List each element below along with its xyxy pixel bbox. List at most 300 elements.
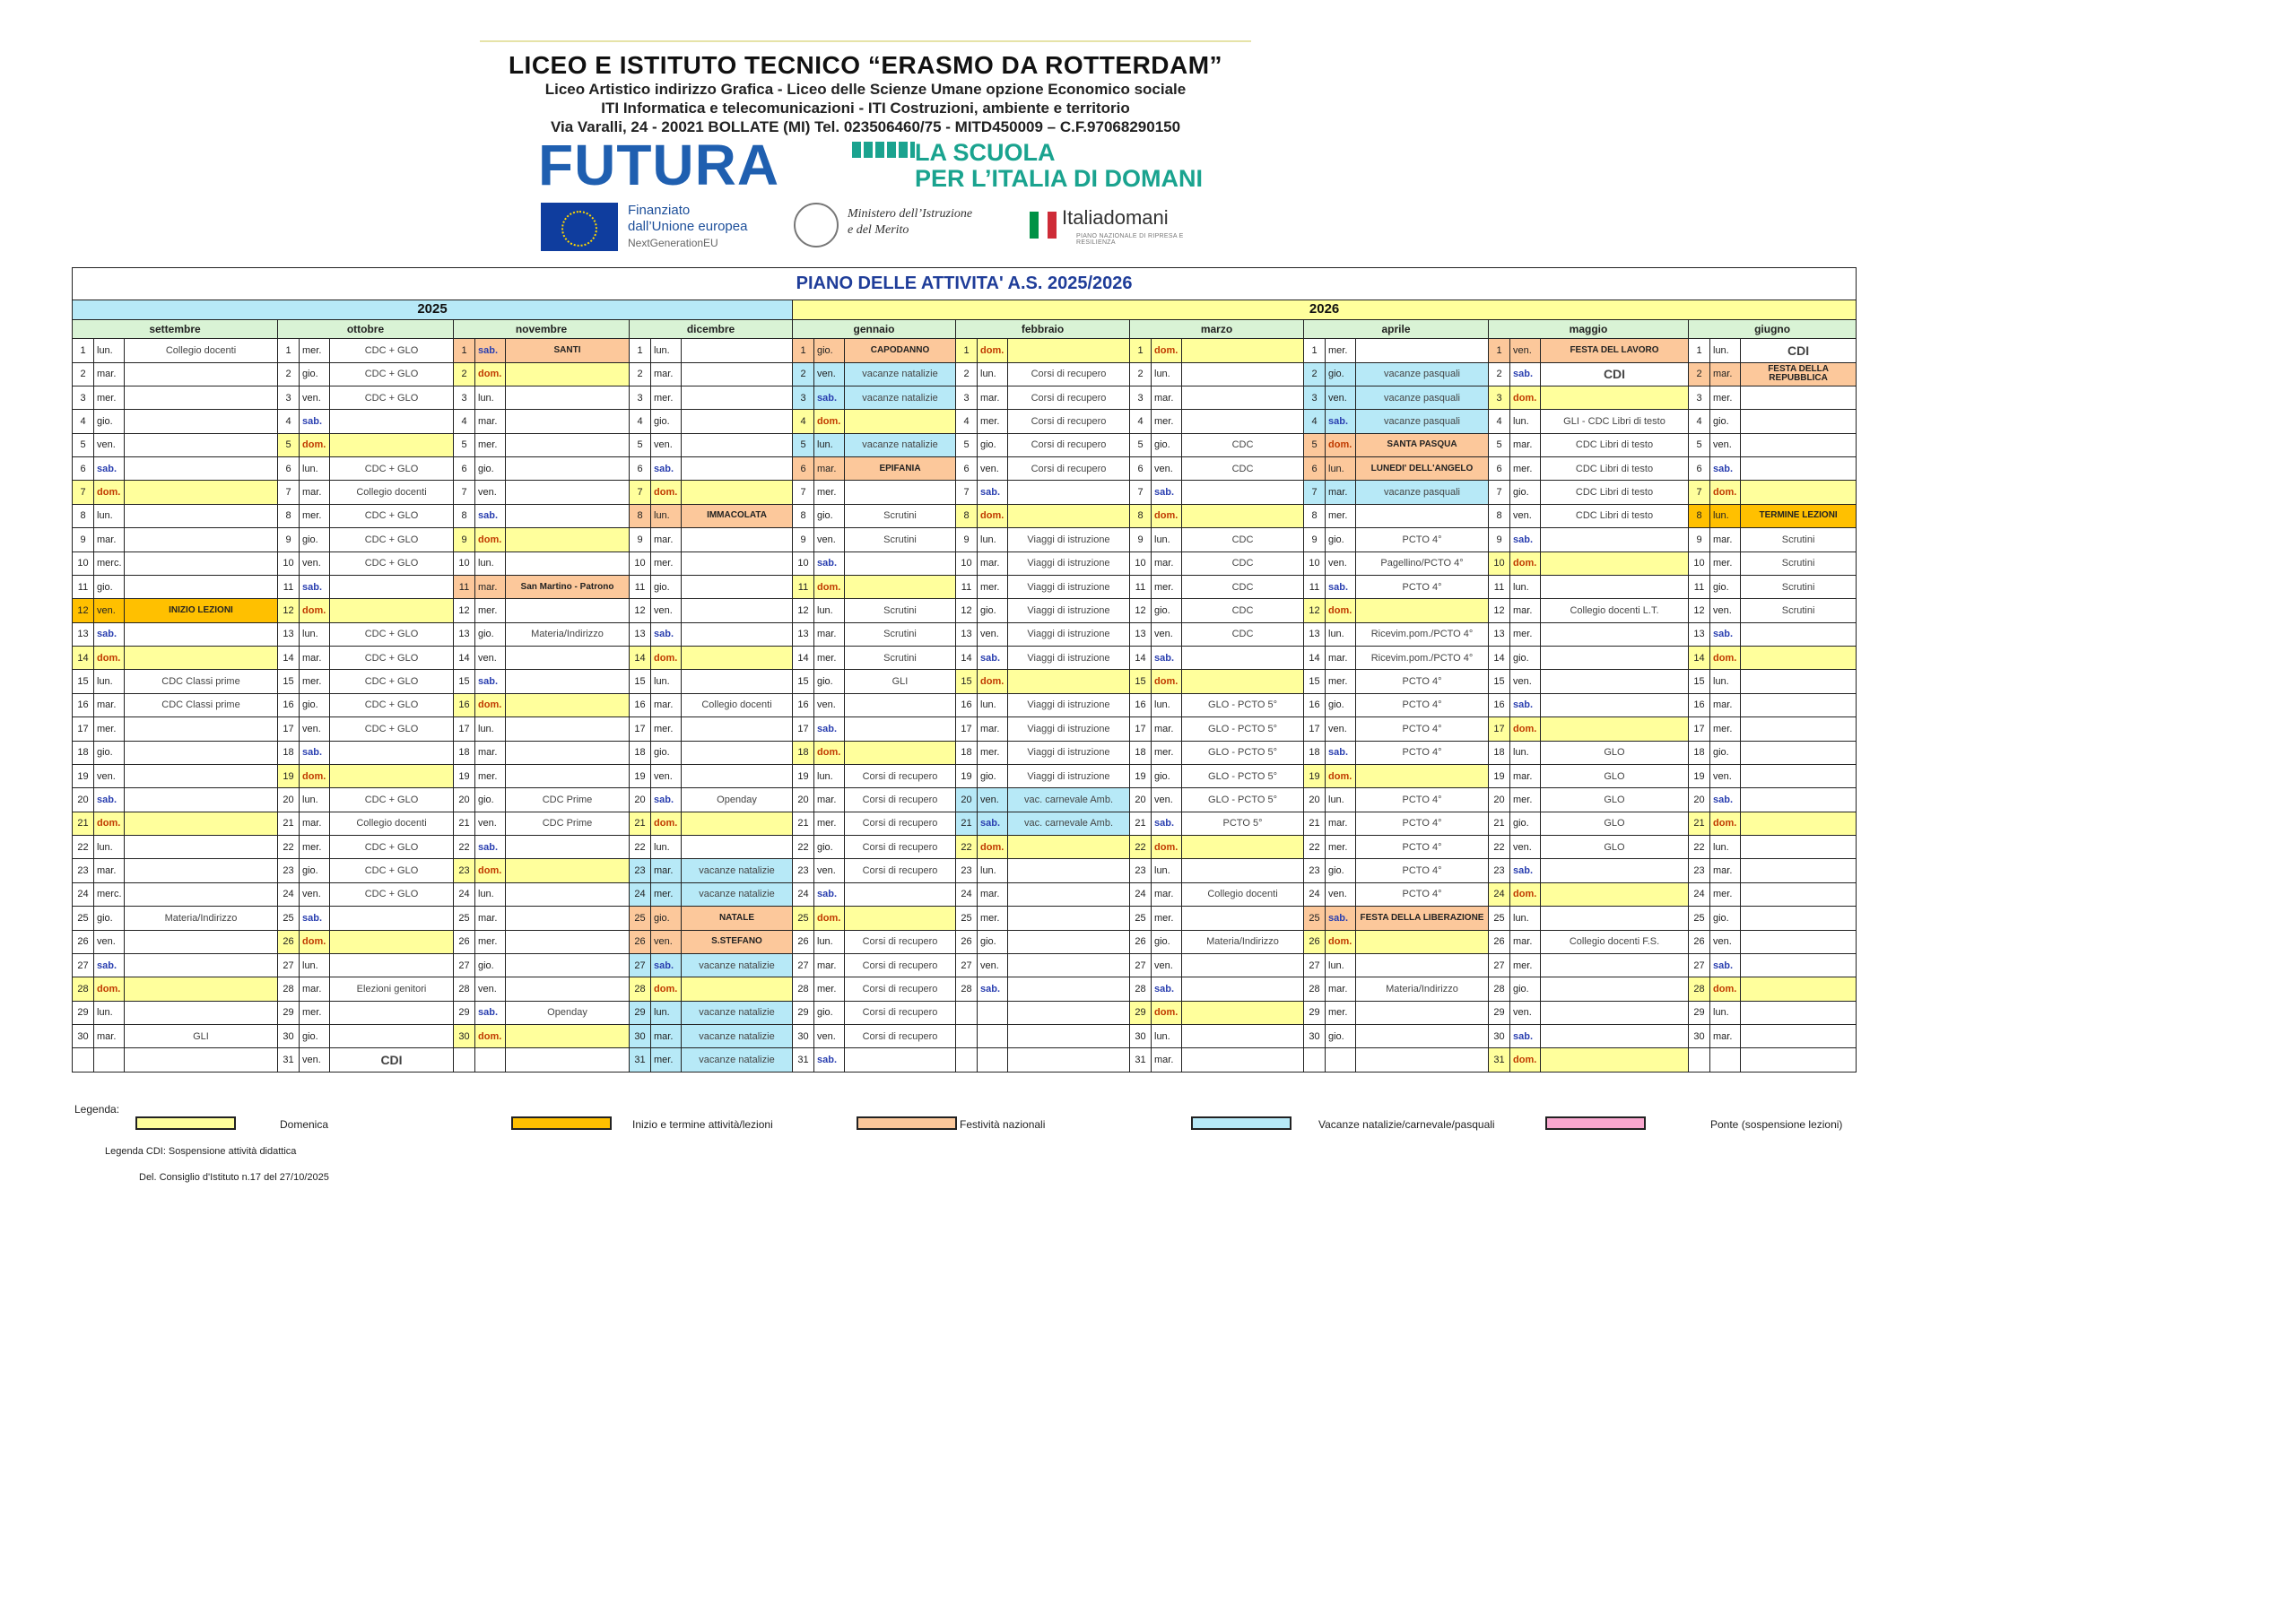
weekday: lun. <box>300 622 330 646</box>
day-number: 3 <box>956 386 978 409</box>
calendar-row <box>73 339 1857 362</box>
day-number: 17 <box>1489 717 1510 741</box>
weekday: sab. <box>814 882 845 906</box>
weekday: mer. <box>978 410 1008 433</box>
activity-cell <box>1008 504 1130 527</box>
weekday: mar. <box>1326 812 1356 835</box>
day-number: 12 <box>1130 599 1152 622</box>
activity-cell <box>506 1025 630 1048</box>
weekday: gio. <box>94 907 125 930</box>
activity-cell: Scrutini <box>1741 575 1857 598</box>
weekday: mer. <box>475 599 506 622</box>
day-number: 21 <box>1304 812 1326 835</box>
activity-cell <box>682 339 793 362</box>
weekday: lun. <box>1710 339 1741 362</box>
activity-cell <box>682 647 793 670</box>
weekday: lun. <box>1510 410 1541 433</box>
activity-cell <box>1741 457 1857 481</box>
day-number: 15 <box>793 670 814 693</box>
day-number: 19 <box>1130 764 1152 787</box>
activity-cell <box>330 1025 454 1048</box>
weekday: ven. <box>1510 1001 1541 1024</box>
day-number: 8 <box>1489 504 1510 527</box>
activity-cell <box>506 670 630 693</box>
activity-cell: vacanze pasquali <box>1356 410 1489 433</box>
weekday: mar. <box>475 741 506 764</box>
day-number: 1 <box>793 339 814 362</box>
weekday: mer. <box>651 1048 682 1073</box>
day-number: 16 <box>1489 693 1510 716</box>
activity-cell <box>506 362 630 386</box>
weekday: dom. <box>651 977 682 1001</box>
weekday: dom. <box>978 836 1008 859</box>
weekday: lun. <box>300 953 330 977</box>
activity-cell <box>845 481 956 504</box>
day-number: 22 <box>956 836 978 859</box>
weekday <box>978 1025 1008 1048</box>
weekday: dom. <box>1152 1001 1182 1024</box>
activity-cell: PCTO 4° <box>1356 670 1489 693</box>
activity-cell <box>125 741 278 764</box>
day-number: 2 <box>793 362 814 386</box>
day-number: 21 <box>454 812 475 835</box>
weekday: mar. <box>1510 599 1541 622</box>
day-number <box>454 1048 475 1073</box>
legend-label-inizio: Inizio e termine attività/lezioni <box>632 1118 773 1131</box>
day-number: 7 <box>630 481 651 504</box>
activity-cell <box>506 551 630 575</box>
weekday: mer. <box>651 882 682 906</box>
activity-cell <box>1182 339 1304 362</box>
activity-cell: CDC Libri di testo <box>1541 481 1689 504</box>
calendar-title-row <box>73 268 1857 300</box>
weekday: dom. <box>1510 717 1541 741</box>
weekday: mer. <box>1710 717 1741 741</box>
day-number: 15 <box>454 670 475 693</box>
activity-cell <box>506 836 630 859</box>
weekday: dom. <box>1326 764 1356 787</box>
day-number: 25 <box>278 907 300 930</box>
day-number: 29 <box>1489 1001 1510 1024</box>
day-number: 16 <box>1130 693 1152 716</box>
day-number: 27 <box>454 953 475 977</box>
weekday: mar. <box>1710 1025 1741 1048</box>
activity-cell <box>1008 930 1130 953</box>
weekday: ven. <box>1152 622 1182 646</box>
day-number: 5 <box>630 433 651 456</box>
activity-cell: CDC <box>1182 551 1304 575</box>
day-number <box>956 1025 978 1048</box>
day-number: 29 <box>630 1001 651 1024</box>
calendar-row <box>73 882 1857 906</box>
day-number: 23 <box>1130 859 1152 882</box>
weekday: mer. <box>1326 836 1356 859</box>
day-number: 23 <box>1689 859 1710 882</box>
day-number: 2 <box>1689 362 1710 386</box>
activity-cell <box>1741 1001 1857 1024</box>
weekday: ven. <box>651 433 682 456</box>
day-number: 15 <box>1304 670 1326 693</box>
weekday: ven. <box>94 930 125 953</box>
activity-cell: IMMACOLATA <box>682 504 793 527</box>
day-number: 2 <box>956 362 978 386</box>
day-number: 18 <box>1489 741 1510 764</box>
weekday <box>978 1048 1008 1073</box>
activity-cell <box>506 481 630 504</box>
day-number: 4 <box>1304 410 1326 433</box>
day-number: 25 <box>1130 907 1152 930</box>
day-number: 29 <box>278 1001 300 1024</box>
day-number: 13 <box>1489 622 1510 646</box>
weekday: mar. <box>94 362 125 386</box>
day-number: 22 <box>278 836 300 859</box>
day-number: 9 <box>956 528 978 551</box>
weekday: ven. <box>475 647 506 670</box>
weekday: lun. <box>651 670 682 693</box>
weekday: dom. <box>1710 812 1741 835</box>
activity-cell: TERMINE LEZIONI <box>1741 504 1857 527</box>
day-number: 2 <box>1489 362 1510 386</box>
weekday: ven. <box>1710 599 1741 622</box>
activity-cell: GLO - PCTO 5° <box>1182 693 1304 716</box>
day-number: 24 <box>956 882 978 906</box>
activity-cell <box>682 528 793 551</box>
activity-cell: Scrutini <box>845 622 956 646</box>
weekday: mar. <box>1152 551 1182 575</box>
activity-cell: CDC + GLO <box>330 339 454 362</box>
legend-label-vacanze: Vacanze natalizie/carnevale/pasquali <box>1318 1118 1495 1131</box>
italiadomani-logo: Italiadomani <box>1062 206 1169 229</box>
weekday: mer. <box>1510 953 1541 977</box>
day-number: 9 <box>1130 528 1152 551</box>
activity-cell <box>125 481 278 504</box>
weekday: mer. <box>651 551 682 575</box>
activity-cell <box>1741 1025 1857 1048</box>
scuola-line-2: PER L’ITALIA DI DOMANI <box>915 165 1203 192</box>
day-number: 27 <box>630 953 651 977</box>
weekday: sab. <box>1510 693 1541 716</box>
weekday: sab. <box>1510 528 1541 551</box>
activity-cell <box>1741 386 1857 409</box>
activity-cell <box>506 907 630 930</box>
activity-cell <box>682 717 793 741</box>
activity-cell <box>506 930 630 953</box>
activity-cell <box>845 717 956 741</box>
month-header-marzo: marzo <box>1130 320 1304 339</box>
day-number: 27 <box>278 953 300 977</box>
activity-cell <box>506 457 630 481</box>
activity-cell <box>1008 481 1130 504</box>
day-number: 12 <box>454 599 475 622</box>
activity-cell: CDC + GLO <box>330 693 454 716</box>
activity-cell: CDC + GLO <box>330 670 454 693</box>
weekday: mer. <box>1510 457 1541 481</box>
day-number: 22 <box>630 836 651 859</box>
day-number: 16 <box>73 693 94 716</box>
legend <box>72 1092 1866 1200</box>
activity-cell <box>1182 1025 1304 1048</box>
activity-cell <box>1008 953 1130 977</box>
calendar-row <box>73 812 1857 835</box>
weekday: mer. <box>94 717 125 741</box>
activity-cell <box>1541 575 1689 598</box>
activity-cell <box>1008 1001 1130 1024</box>
day-number: 23 <box>956 859 978 882</box>
activity-cell <box>1182 1048 1304 1073</box>
activity-cell: CDC <box>1182 599 1304 622</box>
weekday: sab. <box>1326 575 1356 598</box>
weekday: sab. <box>978 481 1008 504</box>
weekday: mer. <box>651 386 682 409</box>
activity-cell: CDC + GLO <box>330 717 454 741</box>
activity-cell <box>506 599 630 622</box>
weekday: mar. <box>1510 433 1541 456</box>
activity-cell: vacanze natalizie <box>845 433 956 456</box>
activity-cell: Corsi di recupero <box>845 953 956 977</box>
day-number: 18 <box>73 741 94 764</box>
activity-cell <box>1541 717 1689 741</box>
weekday: mer. <box>300 504 330 527</box>
day-number: 26 <box>630 930 651 953</box>
activity-cell: Pagellino/PCTO 4° <box>1356 551 1489 575</box>
activity-cell: GLO <box>1541 836 1689 859</box>
calendar-row <box>73 1025 1857 1048</box>
activity-cell <box>125 1001 278 1024</box>
weekday: lun. <box>1152 362 1182 386</box>
activity-cell <box>125 362 278 386</box>
day-number: 5 <box>1130 433 1152 456</box>
weekday: mer. <box>300 339 330 362</box>
weekday: dom. <box>978 339 1008 362</box>
weekday <box>94 1048 125 1073</box>
activity-cell <box>125 504 278 527</box>
day-number: 20 <box>630 788 651 812</box>
activity-cell <box>330 599 454 622</box>
day-number: 22 <box>1130 836 1152 859</box>
ministry-line-1: Ministero dell’Istruzione <box>848 207 973 221</box>
calendar-row <box>73 622 1857 646</box>
activity-cell <box>125 528 278 551</box>
day-number: 7 <box>73 481 94 504</box>
day-number: 23 <box>278 859 300 882</box>
activity-cell <box>1741 481 1857 504</box>
day-number: 26 <box>1489 930 1510 953</box>
day-number: 10 <box>73 551 94 575</box>
weekday: sab. <box>1510 362 1541 386</box>
weekday: mar. <box>1152 386 1182 409</box>
day-number: 24 <box>1304 882 1326 906</box>
eu-caption <box>628 203 747 251</box>
day-number: 1 <box>454 339 475 362</box>
activity-cell: vacanze pasquali <box>1356 362 1489 386</box>
activity-cell: PCTO 4° <box>1356 528 1489 551</box>
weekday: ven. <box>1152 953 1182 977</box>
activity-cell <box>682 599 793 622</box>
activity-cell: CDC <box>1182 433 1304 456</box>
day-number: 28 <box>630 977 651 1001</box>
activity-cell: CDC <box>1182 528 1304 551</box>
activity-cell: CDC Classi prime <box>125 693 278 716</box>
day-number: 29 <box>1689 1001 1710 1024</box>
activity-cell: PCTO 4° <box>1356 836 1489 859</box>
activity-cell: Corsi di recupero <box>1008 410 1130 433</box>
activity-cell: Viaggi di istruzione <box>1008 741 1130 764</box>
activity-cell: SANTI <box>506 339 630 362</box>
weekday: lun. <box>814 433 845 456</box>
activity-cell: S.STEFANO <box>682 930 793 953</box>
weekday: dom. <box>300 930 330 953</box>
activity-cell <box>330 433 454 456</box>
activity-cell: Materia/Indirizzo <box>1356 977 1489 1001</box>
activity-cell: Collegio docenti L.T. <box>1541 599 1689 622</box>
activity-cell: Collegio docenti <box>125 339 278 362</box>
activity-cell <box>125 386 278 409</box>
activity-cell <box>1741 788 1857 812</box>
weekday: dom. <box>814 741 845 764</box>
activity-cell <box>1008 1025 1130 1048</box>
weekday: ven. <box>651 599 682 622</box>
activity-cell: CDI <box>1741 339 1857 362</box>
calendar-row <box>73 386 1857 409</box>
day-number: 2 <box>1130 362 1152 386</box>
day-number: 31 <box>1130 1048 1152 1073</box>
activity-cell: PCTO 4° <box>1356 741 1489 764</box>
activity-cell <box>1741 410 1857 433</box>
weekday: dom. <box>1510 551 1541 575</box>
day-number: 24 <box>454 882 475 906</box>
activity-cell: CDC + GLO <box>330 528 454 551</box>
activity-cell: Corsi di recupero <box>845 764 956 787</box>
day-number: 8 <box>454 504 475 527</box>
activity-cell: CAPODANNO <box>845 339 956 362</box>
activity-cell <box>845 410 956 433</box>
weekday: ven. <box>1510 670 1541 693</box>
year-2025: 2025 <box>73 300 793 319</box>
activity-cell <box>125 717 278 741</box>
weekday: dom. <box>1326 930 1356 953</box>
activity-cell: PCTO 4° <box>1356 717 1489 741</box>
activity-cell <box>1541 551 1689 575</box>
day-number: 13 <box>956 622 978 646</box>
weekday: mer. <box>814 977 845 1001</box>
weekday: mer. <box>94 386 125 409</box>
day-number: 24 <box>630 882 651 906</box>
day-number: 29 <box>454 1001 475 1024</box>
weekday: ven. <box>1326 551 1356 575</box>
day-number: 21 <box>1489 812 1510 835</box>
deliberation-note: Del. Consiglio d'Istituto n.17 del 27/10/2025 <box>139 1172 329 1183</box>
activity-cell <box>1741 812 1857 835</box>
weekday: dom. <box>94 812 125 835</box>
day-number: 6 <box>278 457 300 481</box>
italiadomani-subtitle: PIANO NAZIONALE DI RIPRESA E RESILIENZA <box>1076 233 1184 246</box>
school-name: LICEO E ISTITUTO TECNICO “ERASMO DA ROTTERDAM” <box>508 51 1223 79</box>
calendar-row <box>73 717 1857 741</box>
calendar-row <box>73 1048 1857 1073</box>
activity-cell <box>1741 693 1857 716</box>
activity-cell: Corsi di recupero <box>845 930 956 953</box>
activity-cell <box>1356 953 1489 977</box>
activity-cell: vacanze natalizie <box>682 882 793 906</box>
weekday: ven. <box>94 599 125 622</box>
activity-cell <box>1008 836 1130 859</box>
day-number: 23 <box>73 859 94 882</box>
weekday: lun. <box>475 717 506 741</box>
year-row <box>73 300 1857 319</box>
activity-cell: PCTO 4° <box>1356 859 1489 882</box>
activity-cell <box>682 410 793 433</box>
weekday: gio. <box>1152 599 1182 622</box>
weekday: lun. <box>1152 859 1182 882</box>
weekday: mar. <box>651 859 682 882</box>
activity-cell: CDC Libri di testo <box>1541 433 1689 456</box>
day-number: 28 <box>1304 977 1326 1001</box>
day-number: 18 <box>278 741 300 764</box>
day-number: 26 <box>956 930 978 953</box>
weekday: mer. <box>1510 622 1541 646</box>
weekday: mer. <box>814 647 845 670</box>
weekday: sab. <box>814 1048 845 1073</box>
weekday: gio. <box>978 599 1008 622</box>
day-number: 26 <box>454 930 475 953</box>
day-number: 11 <box>73 575 94 598</box>
day-number: 24 <box>1689 882 1710 906</box>
weekday: gio. <box>1326 528 1356 551</box>
activity-cell: Scrutini <box>1741 551 1857 575</box>
legend-label-festivita: Festività nazionali <box>960 1118 1046 1131</box>
weekday: dom. <box>1326 433 1356 456</box>
weekday: lun. <box>651 339 682 362</box>
weekday: sab. <box>300 741 330 764</box>
activity-cell <box>1008 1048 1130 1073</box>
weekday: ven. <box>94 764 125 787</box>
weekday: ven. <box>814 1025 845 1048</box>
weekday: dom. <box>651 812 682 835</box>
weekday: gio. <box>651 907 682 930</box>
weekday: dom. <box>475 362 506 386</box>
weekday: sab. <box>814 717 845 741</box>
weekday: mar. <box>475 907 506 930</box>
weekday: dom. <box>1152 836 1182 859</box>
month-header-dicembre: dicembre <box>630 320 793 339</box>
activity-cell: PCTO 4° <box>1356 788 1489 812</box>
day-number: 8 <box>1689 504 1710 527</box>
day-number: 12 <box>956 599 978 622</box>
activity-cell <box>1356 339 1489 362</box>
activity-cell: Ricevim.pom./PCTO 4° <box>1356 647 1489 670</box>
day-number: 29 <box>1304 1001 1326 1024</box>
activity-cell <box>330 953 454 977</box>
day-number: 18 <box>454 741 475 764</box>
day-number: 13 <box>630 622 651 646</box>
weekday: dom. <box>94 481 125 504</box>
activity-cell <box>1541 528 1689 551</box>
activity-cell <box>1741 433 1857 456</box>
day-number: 3 <box>454 386 475 409</box>
day-number: 12 <box>278 599 300 622</box>
weekday: dom. <box>814 410 845 433</box>
activity-cell <box>506 859 630 882</box>
day-number: 7 <box>956 481 978 504</box>
activity-cell: CDC + GLO <box>330 647 454 670</box>
day-number: 26 <box>73 930 94 953</box>
day-number: 5 <box>454 433 475 456</box>
day-number: 17 <box>73 717 94 741</box>
weekday: ven. <box>1710 764 1741 787</box>
weekday: mar. <box>1326 481 1356 504</box>
day-number: 11 <box>793 575 814 598</box>
day-number: 5 <box>1304 433 1326 456</box>
